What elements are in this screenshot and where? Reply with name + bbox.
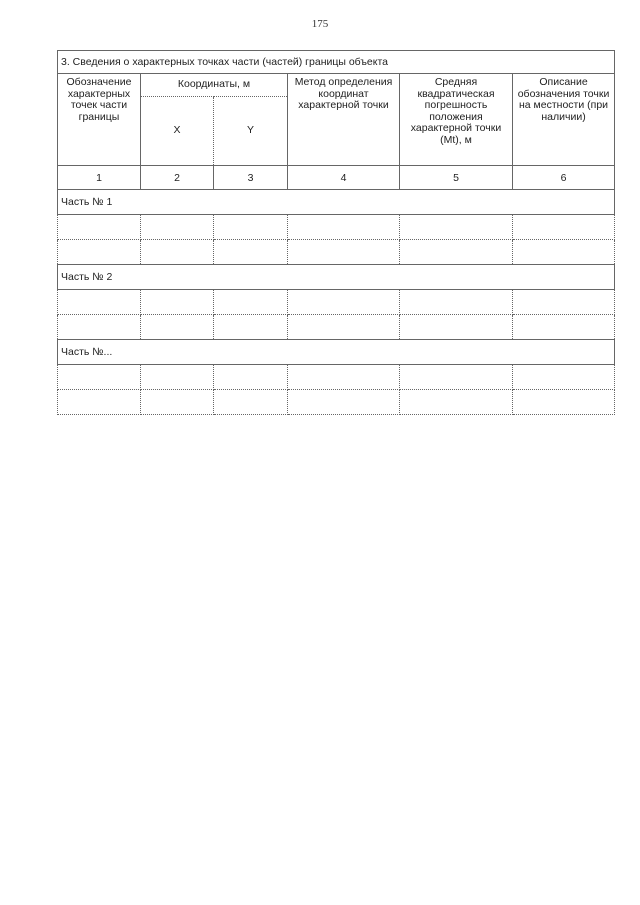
- section-row: [58, 190, 615, 215]
- table-cell: [141, 315, 214, 340]
- table-cell: [141, 390, 214, 415]
- table-cell: [400, 215, 513, 240]
- table-cell: [288, 365, 400, 390]
- header-x: X: [141, 97, 214, 166]
- table-row: [58, 215, 615, 240]
- table-cell: [58, 215, 141, 240]
- column-number-row: [58, 166, 615, 190]
- table-cell: [400, 315, 513, 340]
- table-cell: [58, 315, 141, 340]
- table-cell: [58, 365, 141, 390]
- table-cell: [214, 290, 288, 315]
- column-number: 1: [58, 166, 141, 190]
- table-cell: [288, 215, 400, 240]
- section-label: Часть №...: [58, 340, 615, 365]
- table-cell: [288, 390, 400, 415]
- table-row: [58, 315, 615, 340]
- section-label: Часть № 1: [58, 190, 615, 215]
- table-row: [58, 290, 615, 315]
- table-row: [58, 390, 615, 415]
- table-cell: [141, 215, 214, 240]
- table-cell: [58, 390, 141, 415]
- table-cell: [288, 315, 400, 340]
- section-row: [58, 340, 615, 365]
- characteristic-points-table: [57, 50, 615, 415]
- page-number: 175: [311, 18, 329, 30]
- table-cell: [513, 240, 615, 265]
- header-point-designation: Обозначение характерных точек части границы: [58, 74, 141, 166]
- table-row: [58, 240, 615, 265]
- table-cell: [513, 290, 615, 315]
- column-number: 2: [141, 166, 214, 190]
- table-cell: [513, 215, 615, 240]
- header-error: Средняя квадратическая погрешность положения характерной точки (Mt), м: [400, 74, 513, 166]
- header-method: Метод определения координат характерной точки: [288, 74, 400, 166]
- table-cell: [288, 290, 400, 315]
- header-coordinates: Координаты, м: [141, 74, 288, 97]
- header-y: Y: [214, 97, 288, 166]
- column-number: 4: [288, 166, 400, 190]
- column-number: 5: [400, 166, 513, 190]
- table-cell: [214, 365, 288, 390]
- table-title-row: [58, 51, 615, 74]
- column-number: 6: [513, 166, 615, 190]
- table-cell: [214, 215, 288, 240]
- table-cell: [214, 390, 288, 415]
- table-cell: [400, 240, 513, 265]
- table-cell: [513, 315, 615, 340]
- header-description: Описание обозначения точки на местности (при наличии): [513, 74, 615, 166]
- table-cell: [400, 290, 513, 315]
- table-row: [58, 365, 615, 390]
- table-cell: [400, 365, 513, 390]
- table-cell: [58, 240, 141, 265]
- table-title: 3. Сведения о характерных точках части (частей) границы объекта: [58, 51, 615, 74]
- table-cell: [288, 240, 400, 265]
- section-row: [58, 265, 615, 290]
- table-cell: [58, 290, 141, 315]
- table-cell: [513, 365, 615, 390]
- table-cell: [513, 390, 615, 415]
- column-number: 3: [214, 166, 288, 190]
- table-cell: [214, 240, 288, 265]
- table-cell: [141, 290, 214, 315]
- table-cell: [400, 390, 513, 415]
- table-cell: [141, 365, 214, 390]
- table-cell: [141, 240, 214, 265]
- table-cell: [214, 315, 288, 340]
- header-row-1: [58, 74, 615, 97]
- section-label: Часть № 2: [58, 265, 615, 290]
